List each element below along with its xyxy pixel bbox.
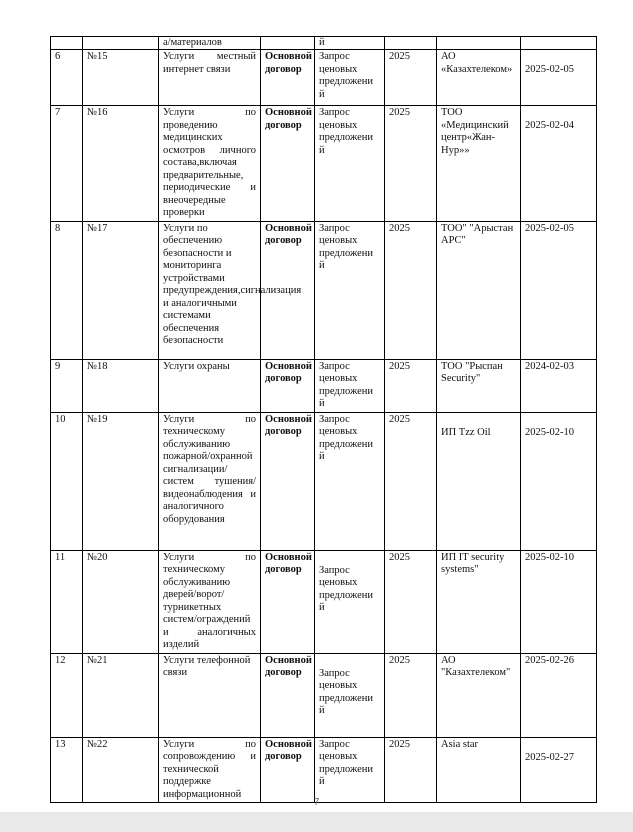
cell-code: №20: [83, 550, 159, 653]
cell-supplier: ТОО" "Арыстан АРС": [437, 221, 521, 359]
cell-year: 2025: [385, 359, 437, 412]
cell-year: 2025: [385, 737, 437, 803]
procurement-table: [50, 36, 597, 803]
cell-service: Услуги по сопровождению и технической поддержке информационной: [159, 737, 261, 803]
cell-year: 2025: [385, 50, 437, 106]
table-row: [51, 359, 597, 412]
viewer-background: [0, 812, 633, 832]
cell-num: 8: [51, 221, 83, 359]
cell-contract: [261, 37, 315, 50]
cell-supplier: АО «Казахтелеком»: [437, 50, 521, 106]
cell-method: Запрос ценовых предложени й: [315, 50, 385, 106]
cell-service: Услуги местный интернет связи: [159, 50, 261, 106]
cell-num: 12: [51, 653, 83, 737]
cell-method: Запрос ценовых предложени й: [315, 221, 385, 359]
cell-date: 2024-02-03: [521, 359, 597, 412]
cell-method: Запрос ценовых предложени й: [315, 106, 385, 222]
cell-supplier: ИП IT security systems": [437, 550, 521, 653]
cell-date: 2025-02-05: [521, 221, 597, 359]
cell-year: 2025: [385, 653, 437, 737]
table-row: [51, 50, 597, 106]
table-row: [51, 653, 597, 737]
cell-contract: Основной договор: [261, 106, 315, 222]
table-row: [51, 737, 597, 803]
cell-contract: Основной договор: [261, 221, 315, 359]
cell-contract: Основной договор: [261, 550, 315, 653]
cell-method: Запрос ценовых предложени й: [315, 653, 385, 737]
cell-method: Запрос ценовых предложени й: [315, 550, 385, 653]
cell-date: 2025-02-04: [521, 106, 597, 222]
cell-supplier: Asia star: [437, 737, 521, 803]
cell-service: а/материалов: [159, 37, 261, 50]
cell-year: 2025: [385, 550, 437, 653]
cell-num: 11: [51, 550, 83, 653]
cell-supplier: [437, 37, 521, 50]
cell-code: №19: [83, 412, 159, 550]
cell-code: №15: [83, 50, 159, 106]
cell-service: Услуги по техническому обслуживанию пожарной/охранной сигнализации/систем тушения/видеонаблюдения и аналогичного оборудования: [159, 412, 261, 550]
cell-year: [385, 37, 437, 50]
cell-code: №22: [83, 737, 159, 803]
cell-num: 9: [51, 359, 83, 412]
cell-num: 10: [51, 412, 83, 550]
table-row: [51, 37, 597, 50]
page-number: 7: [313, 797, 320, 808]
cell-date: 2025-02-10: [521, 412, 597, 550]
cell-method: Запрос ценовых предложени й: [315, 359, 385, 412]
cell-code: №21: [83, 653, 159, 737]
cell-supplier: ТОО «Медицинский центр«Жан-Нур»»: [437, 106, 521, 222]
cell-service: Услуги по техническому обслуживанию дверей/ворот/турникетных систем/ограждений и аналогичных изделий: [159, 550, 261, 653]
cell-year: 2025: [385, 221, 437, 359]
cell-year: 2025: [385, 412, 437, 550]
cell-num: 7: [51, 106, 83, 222]
cell-num: 13: [51, 737, 83, 803]
cell-num: [51, 37, 83, 50]
cell-code: №17: [83, 221, 159, 359]
table-row: [51, 106, 597, 222]
cell-contract: Основной договор: [261, 359, 315, 412]
cell-date: 2025-02-05: [521, 50, 597, 106]
cell-method: Запрос ценовых предложени й: [315, 412, 385, 550]
cell-service: Услуги по обеспечению безопасности и мониторинга устройствами предупреждения,сигнализация и аналогичными системами обеспечения безопасности: [159, 221, 261, 359]
table-row: [51, 412, 597, 550]
cell-date: [521, 37, 597, 50]
cell-code: №18: [83, 359, 159, 412]
cell-supplier: ТОО "Рыспан Security": [437, 359, 521, 412]
cell-year: 2025: [385, 106, 437, 222]
cell-supplier: ИП Tzz Oil: [437, 412, 521, 550]
cell-code: №16: [83, 106, 159, 222]
cell-method: й: [315, 37, 385, 50]
cell-date: 2025-02-26: [521, 653, 597, 737]
table-row: [51, 221, 597, 359]
cell-date: 2025-02-10: [521, 550, 597, 653]
cell-num: 6: [51, 50, 83, 106]
cell-method: Запрос ценовых предложени й: [315, 737, 385, 803]
cell-service: Услуги по проведению медицинских осмотров личного состава,включая предварительные, периодические и внеочередные проверки: [159, 106, 261, 222]
table-row: [51, 550, 597, 653]
cell-contract: Основной договор: [261, 412, 315, 550]
cell-code: [83, 37, 159, 50]
cell-contract: Основной договор: [261, 653, 315, 737]
cell-service: Услуги охраны: [159, 359, 261, 412]
cell-service: Услуги телефонной связи: [159, 653, 261, 737]
cell-supplier: АО "Казахтелеком": [437, 653, 521, 737]
cell-date: 2025-02-27: [521, 737, 597, 803]
cell-contract: Основной договор: [261, 50, 315, 106]
cell-contract: Основной договор: [261, 737, 315, 803]
